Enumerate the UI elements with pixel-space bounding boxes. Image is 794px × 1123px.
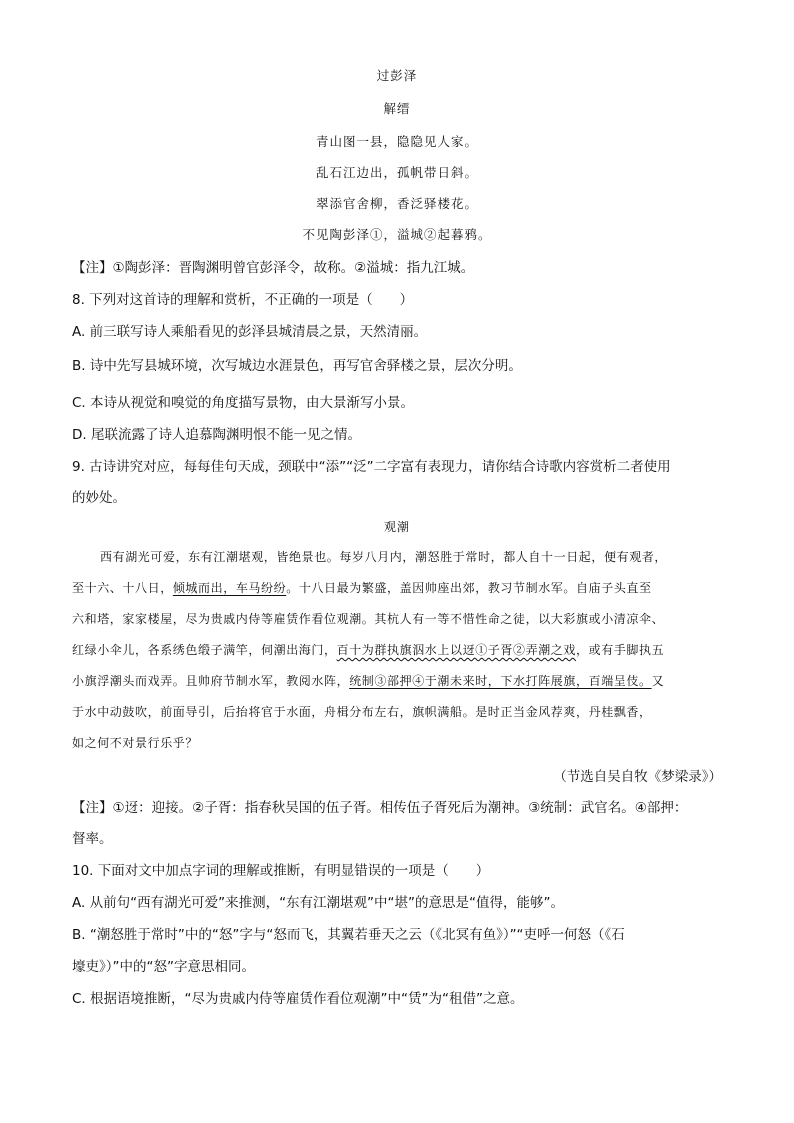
poem-note: 【注】①陶彭泽：晋陶渊明曾官彭泽令，故称。②溢城：指九江城。 (72, 260, 475, 276)
passage-text: 。十八日最为繁盛，盖因帅座出郊，教习节制水军。自庙子头直至 (286, 581, 652, 595)
poem-line-2: 乱石江边出，孤帆带日斜。 (315, 165, 478, 180)
underlined-phrase: 倾城而出，车马纷纷 (172, 581, 287, 595)
passage-line-2 (72, 579, 732, 596)
passage-note-line-2: 督率。 (72, 831, 113, 847)
wavy-underlined-phrase: 百十为群执旗泅水上以迓①子胥②弄潮之戏 (336, 643, 577, 657)
question-9-stem-line-1: 9. 古诗讲究对应，每每佳句天成，颈联中“添”“泛”二字富有表现力，请你结合诗歌内容赏析二者使用 (72, 459, 671, 475)
passage-text: 红绿小伞儿，各系绣色缎子满竿，伺潮出海门， (72, 643, 337, 657)
question-8-stem: 8. 下列对这首诗的理解和赏析，不正确的一项是（ ） (72, 292, 414, 308)
passage-text: 又 (651, 674, 665, 688)
question-8-option-c: C. 本诗从视觉和嗅觉的角度描写景物，由大景渐写小景。 (72, 395, 415, 411)
passage-title: 观潮 (383, 520, 410, 534)
question-10-option-b-line-1: B. “潮怒胜于常时”中的“怒”字与“怒而飞，其翼若垂天之云（《北冥有鱼》）”“吏呼一何怒（《石 (72, 927, 625, 943)
passage-text: ，或有手脚执五 (576, 643, 665, 657)
question-10-option-b-line-2: 壕吏》）”中的“怒”字意思相同。 (72, 959, 255, 975)
passage-line-3: 六和塔，家家楼屋，尽为贵戚内侍等雇赁作看位观潮。其杭人有一等不惜性命之徒，以大彩旗或小清凉伞、 (72, 612, 665, 626)
question-9-stem-line-2: 的妙处。 (72, 490, 126, 506)
poem-author: 解缙 (383, 101, 411, 116)
question-10-option-a: A. 从前句“西有湖光可爱”来推测，“东有江潮堪观”中“堪”的意思是“值得，能够”。 (72, 895, 565, 911)
poem-line-3: 翠添官舍柳，香泛驿楼花。 (315, 196, 478, 211)
passage-line-7: 如之何不对景行乐乎？ (72, 736, 199, 750)
passage-line-5 (72, 672, 732, 689)
passage-text: 小旗浮潮头而戏弄。且帅府节制水军，教阅水阵， (72, 674, 350, 688)
poem-line-4: 不见陶彭泽①，溢城②起暮鸦。 (302, 227, 492, 242)
passage-line-6: 于水中动鼓吹，前面导引，后抬将官于水面，舟楫分布左右，旗帜满船。是时正当金风荐爽，丹桂飘香， (72, 705, 652, 719)
passage-text: 至十六、十八日， (72, 581, 173, 595)
question-8-option-d: D. 尾联流露了诗人追慕陶渊明恨不能一见之情。 (72, 427, 361, 443)
passage-source: （节选自吴自牧《梦梁录》） (553, 769, 722, 785)
question-10-option-c: C. 根据语境推断，“尽为贵戚内侍等雇赁作看位观潮”中“赁”为“租借”之意。 (72, 991, 524, 1007)
passage-line-1: 西有湖光可爱，东有江潮堪观，皆绝景也。每岁八月内，潮怒胜于常时，都人自十一日起，便有观者， (100, 550, 668, 564)
passage-note-line-1: 【注】①迓：迎接。②子胥：指春秋吴国的伍子胥。相传伍子胥死后为潮神。③统制：武官名。④部押： (72, 800, 688, 816)
question-8-option-a: A. 前三联写诗人乘船看见的彭泽县城清晨之景，天然清丽。 (72, 324, 428, 340)
question-10-stem: 10. 下面对文中加点字词的理解或推断，有明显错误的一项是（ ） (72, 863, 490, 879)
poem-title: 过彭泽 (376, 68, 418, 83)
question-8-option-b: B. 诗中先写县城环境，次写城边水涯景色，再写官舍驿楼之景，层次分明。 (72, 358, 522, 374)
passage-line-4 (72, 641, 732, 658)
poem-line-1: 青山图一县，隐隐见人家。 (315, 134, 478, 149)
underlined-sentence: 统制③部押④于潮未来时，下水打阵展旗，百端呈伎。 (349, 674, 652, 688)
